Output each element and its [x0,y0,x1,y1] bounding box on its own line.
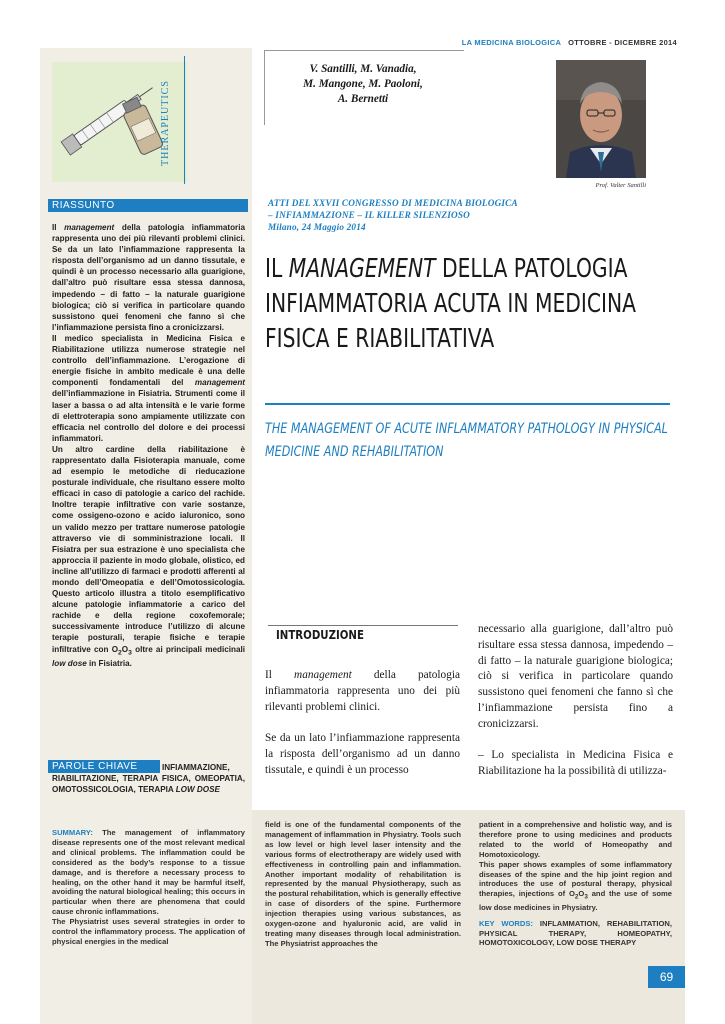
summary-column-2 [265,820,461,949]
photo-caption: Prof. Valter Santilli [595,182,646,189]
authors-rule-horizontal [264,50,464,51]
riassunto-label: RIASSUNTO [48,199,248,212]
author-line: V. Santilli, M. Vanadia, [309,63,417,75]
summary-paragraph: SUMMARY: The management of inflammatory disease represents one of the most relevant medical and clinical problems. The inflammation could be considered as the body’s response to a tissue damage, and is therefore a necessary process to healing, on the other hand it may be harmful itself, avoiding the natural biological healing; this occurs in particular when there are phenomena that could cause chronic inflammations. [52,828,245,917]
page-number: 69 [648,966,685,988]
portrait-icon [556,60,646,178]
authors [268,62,458,107]
logo-divider [184,56,185,184]
author-line: M. Mangone, M. Paoloni, [303,78,423,90]
author-photo [556,60,646,178]
authors-rule-vertical [264,50,265,125]
parole-chiave-text: INFIAMMAZIONE, RIABILITAZIONE, TERAPIA FISICA, OMEOPATIA, OMOTOSSICOLOGIA, TERAPIA LOW DOSE [52,763,245,795]
intro-rule [268,625,458,626]
body-column-right [478,622,673,796]
body-paragraph: – Lo specialista in Medicina Fisica e Riabilitazione ha la possibilità di utilizza- [478,749,673,778]
summary-paragraph: This paper shows examples of some inflammatory diseases of the spine and the hip joint region and introduces the use of postural therapy, physical therapies, injections of $O_2O_3$ and the use of some low dose medicines in Physiatry. [479,859,672,912]
summary-paragraph: The Physiatrist uses several strategies in order to control the inflammatory process. The application of physical energies in the medical [52,917,245,946]
journal-name: LA MEDICINA BIOLOGICA [461,38,561,47]
issue-date: OTTOBRE - DICEMBRE 2014 [568,38,677,47]
riassunto-text [52,222,245,669]
congress-info [268,197,558,234]
summary-paragraph: patient in a comprehensive and holistic way, and is therefore prone to using medicines and products related to the world of Homeopathy and Homotoxicology. [479,820,672,859]
summary-paragraph: field is one of the fundamental components of the management of inflammation in Physiatry. Tools such as low level or high level laser intensity and the various forms of electrotherapy are widely used with effectiveness in controlling pain and inflammation. Another important modality of rehabilitation is represented by the manual Physiotherapy, such as the postural rehabilitation, which is generally effective in case of disorders of the spine. Furthermore injection therapies using various substances, as oxygen-ozone and hyaluronic acid, are valid in treating many diseases through local administration. The Physiatrist approaches the [265,820,461,948]
running-head [462,38,677,47]
intro-heading: INTRODUZIONE [276,628,364,642]
section-name: THERAPEUTICS [160,80,171,166]
congress-line: ATTI DEL XXVII CONGRESSO DI MEDICINA BIOLOGICA [268,198,518,208]
congress-line: – INFIAMMAZIONE – IL KILLER SILENZIOSO [268,210,471,221]
key-words: KEY WORDS: INFLAMMATION, REHABILITATION, PHYSICAL THERAPY, HOMEOPATHY, HOMOTOXICOLOGY, LOW DOSE THERAPY [479,918,672,948]
body-column-left [265,668,460,794]
riassunto-paragraph: Il medico specialista in Medicina Fisica e Riabilitazione utilizza numerose strategie nel controllo dell’infiammazione. L’erogazione di energie fisiche in ambito medicale è una delle componenti fondamentali del management dell’infiammazione in Fisiatria. Strumenti come il laser a bassa o ad alta intensità e le varie forme di elettroterapia sono ampiamente utilizzate con efficacia nel controllo del dolore e dei processi infiammatori. [52,333,245,443]
body-paragraph: Il management della patologia infiammatoria rappresenta uno dei più rilevanti problemi clinici. [265,669,460,713]
summary-column-1 [52,828,245,947]
article-title: IL MANAGEMENT DELLA PATOLOGIA INFIAMMATORIA ACUTA IN MEDICINA FISICA E RIABILITATIVA [265,254,637,354]
riassunto-paragraph: Il management della patologia infiammatoria rappresenta uno dei più rilevanti problemi clinici. Se da un lato l’infiammazione rappresenta la risposta dell’organismo ad un danno tissutale, e quindi è un processo necessario alla guarigione, dall’altro può risultare essa stessa dannosa, impedendo – di fatto – la naturale guarigione biologica; ciò si verifica in particolare quando sussistono quei fenomeni che fanno sì che l’infiammazione persista fino a cronicizzarsi. [52,223,245,332]
body-paragraph: Se da un lato l’infiammazione rappresenta la risposta dell’organismo ad un danno tissutale, e quindi è un processo [265,732,460,776]
body-paragraph: necessario alla guarigione, dall’altro può risultare essa stessa dannosa, impedendo – di fatto – la naturale guarigione biologica; ciò si verifica in particolare quando sussistono quei fenomeni che fanno sì che l’infiammazione persista fino a cronicizzarsi. [478,623,673,730]
article-subtitle: THE MANAGEMENT OF ACUTE INFLAMMATORY PATHOLOGY IN PHYSICAL MEDICINE AND REHABILITATION [265,421,668,460]
author-line: A. Bernetti [337,93,389,105]
riassunto-paragraph: Un altro cardine della riabilitazione è rappresentato dalla Fisioterapia manuale, come ad esempio le metodiche di rieducazione posturale individuale, che risultano essere molto efficaci in caso di patologie a carico del rachide. Inoltre terapie infiltrative con varie sostanze, come ossigeno-ozono e acido ialuronico, sono un valido mezzo per trattare numerose patologie attraverso vie di somministrazione locali. Il Fisiatra per sua estrazione è uno specialista che approccia il paziente in modo globale, olistico, ed incline all’utilizzo di farmaci e prodotti afferenti al mondo dell’Omeopatia e dell’Omotossicologia. Questo articolo illustra a titolo esemplificativo alcune patologie infiammatorie a carico del rachide e della regione coxofemorale; successivamente introduce l’utilizzo di alcune terapie posturali, terapie fisiche e terapie infiltrative con $O_2O_3$ oltre ai principali medicinali low dose in Fisiatria. [52,444,245,669]
congress-line: Milano, 24 Maggio 2014 [268,222,366,233]
title-divider [265,403,670,405]
summary-column-3 [479,820,672,948]
parole-chiave-label: PAROLE CHIAVE [48,760,160,773]
